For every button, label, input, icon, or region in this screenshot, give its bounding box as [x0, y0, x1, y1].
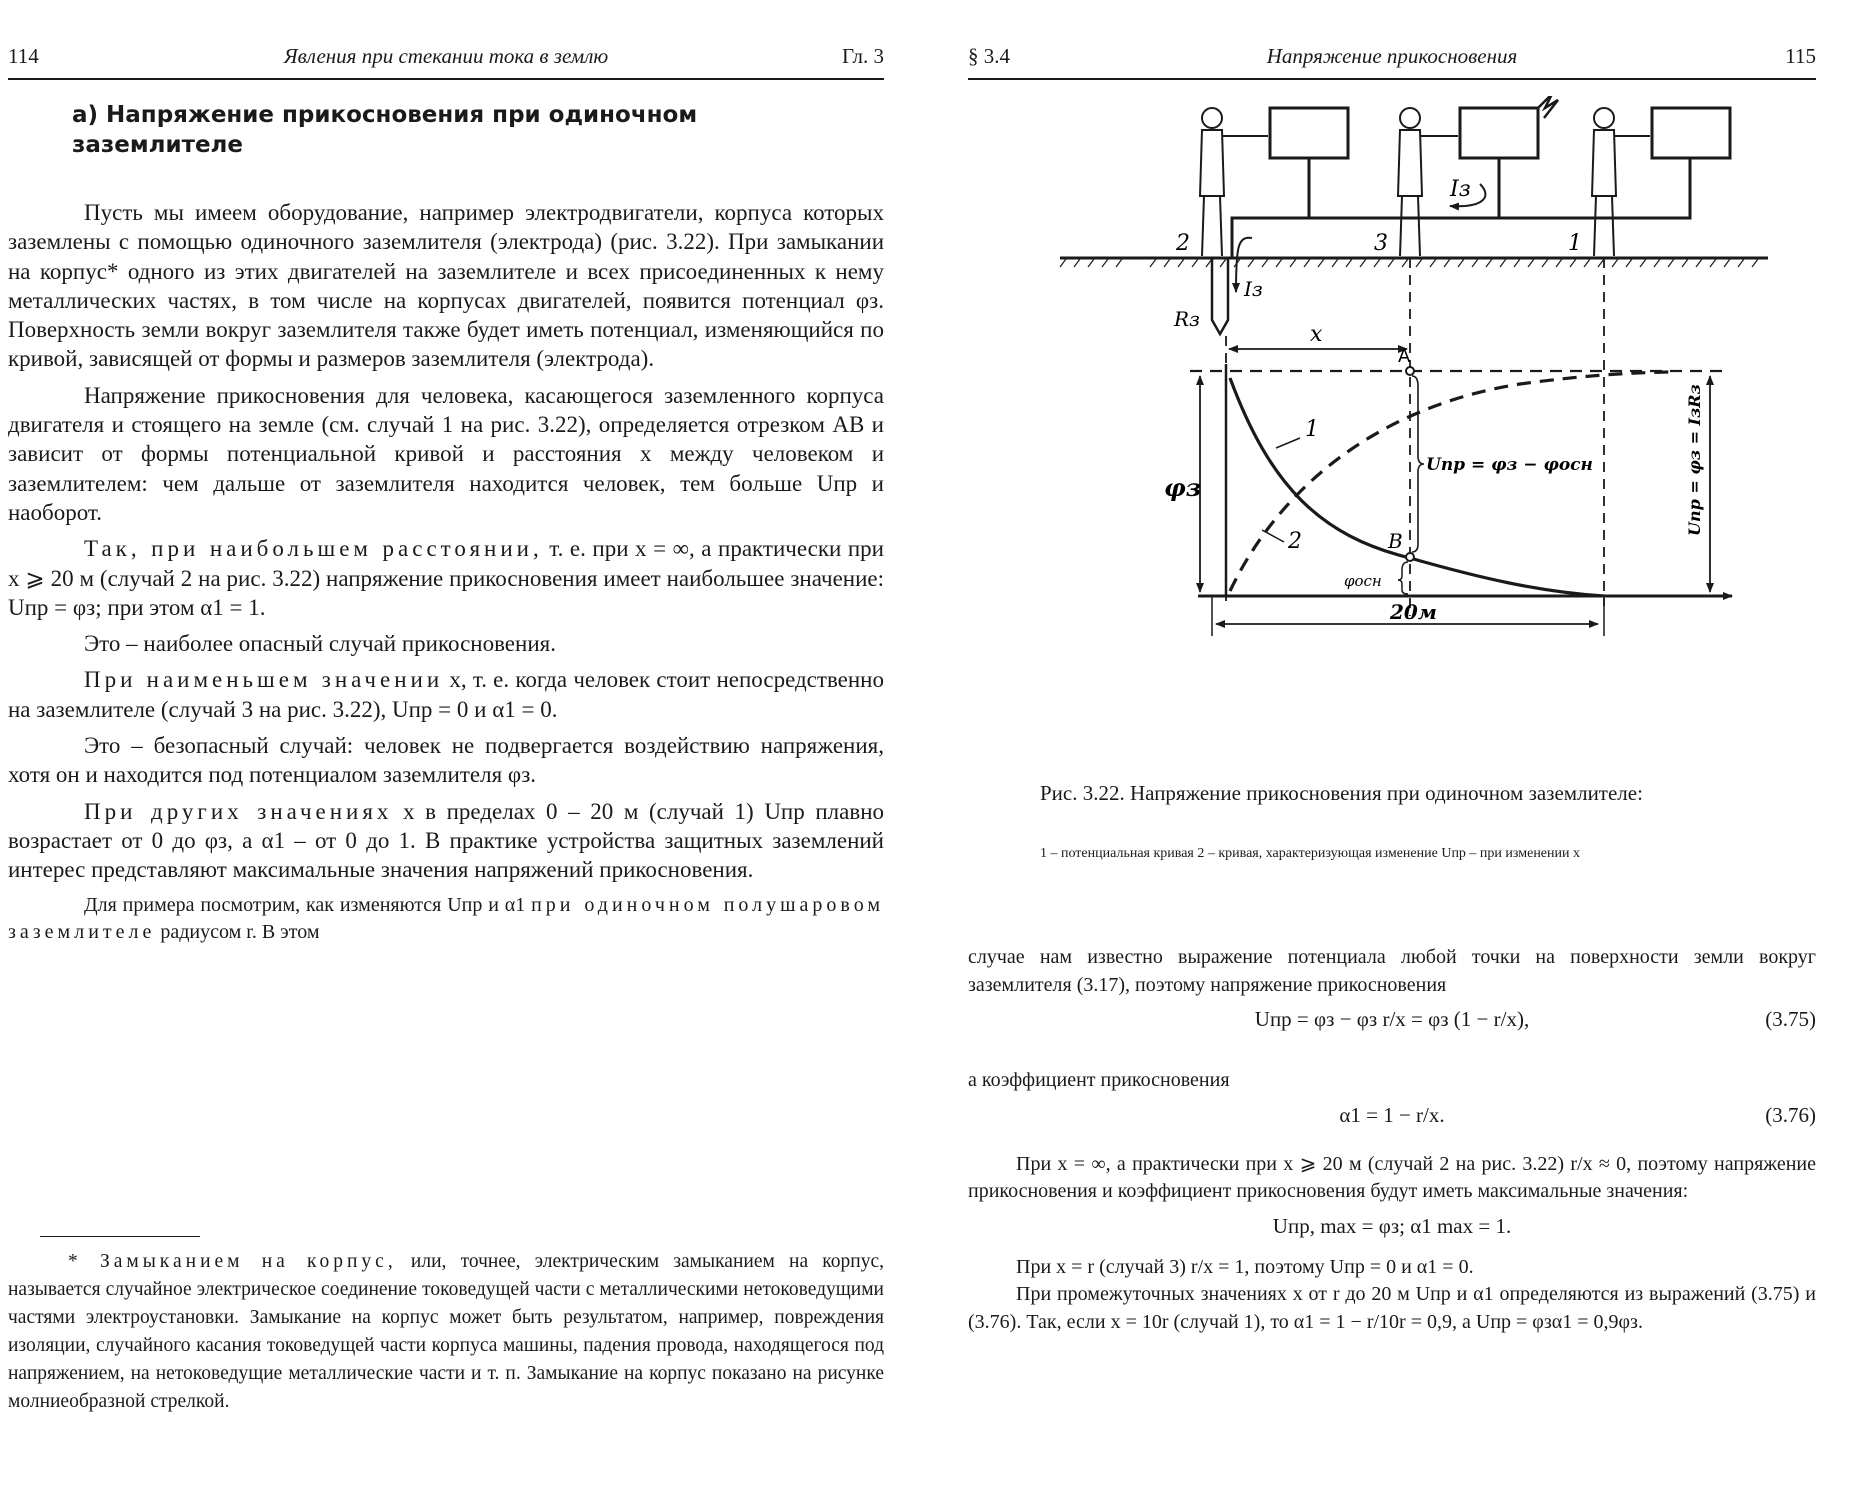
page-number-right: 115: [1785, 44, 1816, 68]
section-number: § 3.4: [968, 44, 1010, 68]
label-resistance: Rз: [1174, 307, 1200, 331]
equation-3-75: [968, 999, 1816, 1039]
brace-base-potential: [1398, 562, 1408, 594]
equation-max: [968, 1206, 1816, 1246]
section-title: а) Напряжение прикосновения при одиночном заземлителе: [72, 102, 698, 158]
label-current-top: Iз: [1450, 177, 1471, 202]
fault-lightning-icon: [1538, 96, 1558, 118]
label-point-a: A: [1398, 346, 1411, 367]
grounding-bus: [1232, 158, 1690, 258]
paragraph-part: радиусом r. В этом: [160, 920, 320, 943]
label-point-b: B: [1388, 529, 1403, 553]
footnote: [8, 1248, 884, 1416]
paragraph: случае нам известно выражение потенциала любой точки на поверхности земли вокруг заземлителя (3.17), поэтому напряжение прикосновения: [968, 946, 1816, 996]
paragraph: [8, 665, 884, 724]
point-a-marker: [1406, 367, 1414, 375]
paragraph: [8, 534, 884, 622]
leader-curve-2: [1262, 530, 1284, 542]
brace-touch-voltage: [1412, 376, 1424, 552]
paragraph: При x = r (случай 3) r/x = 1, поэтому Uпр = 0 и α1 = 0.: [1016, 1255, 1474, 1278]
leader-curve-1: [1276, 438, 1300, 448]
motor-enclosure-1: [1652, 108, 1730, 158]
footnote-rule: [40, 1236, 200, 1237]
right-page: [960, 0, 1853, 1500]
paragraph: Пусть мы имеем оборудование, например электродвигатели, корпуса которых заземлены с помощью одиночного заземлителя (электрода) (рис. 3.22). При замыкании на корпус* одного из этих двигателей на заземлителе и всех присоединенных к нему металлических частях, в том числе на корпусах двигателей, появится потенциал φз. Поверхность земли вокруг заземлителя также будет иметь потенциал, изменяющийся по кривой, зависящей от формы и размеров заземлителя (электрода).: [8, 200, 884, 372]
paragraph: Это – наиболее опасный случай прикосновения.: [84, 631, 556, 657]
person-figure-3: [1398, 108, 1458, 256]
label-current-ground: Iз: [1244, 277, 1263, 301]
person-figure-2: [1200, 108, 1268, 256]
label-person-2: 2: [1176, 231, 1190, 256]
spaced-phrase: Так, при наибольшем расстоянии,: [84, 536, 543, 562]
label-distance-20m: 20м: [1390, 600, 1437, 624]
equation-number: (3.75): [1765, 1007, 1816, 1031]
motor-enclosure-2: [1270, 108, 1348, 158]
figure-legend: 1 – потенциальная кривая 2 – кривая, характеризующая изменение Uпр – при изменении x: [1040, 846, 1580, 861]
running-header-left: [8, 38, 884, 80]
paragraph: а коэффициент прикосновения: [968, 1069, 1230, 1091]
motor-enclosure-3: [1460, 108, 1538, 158]
curve-potential-1: [1230, 378, 1604, 596]
touch-voltage-diagram: [980, 96, 1820, 776]
figure-3-22: [980, 96, 1820, 776]
left-body-text: [8, 198, 884, 953]
equation-body: α1 = 1 − r/x.: [1339, 1102, 1445, 1127]
point-b-marker: [1406, 553, 1414, 561]
spaced-phrase: * Замыканием на корпус,: [68, 1251, 397, 1272]
paragraph-rest: x в пределах 0 – 20 м (случай 1) Uпр плавно возрастает от 0 до φз, а α1 – от 0 до 1. В практике устройства защитных заземлений интерес представляют максимальные значения напряжений прикосновения.: [8, 798, 885, 883]
ground-hatching: [1060, 259, 1758, 267]
label-person-3: 3: [1374, 231, 1388, 256]
label-phi-z: φз: [1164, 473, 1202, 502]
label-distance-x: x: [1310, 322, 1323, 347]
spaced-phrase: При наименьшем значении: [84, 667, 444, 693]
paragraph-part: Для примера посмотрим, как изменяются Uпр и α1: [84, 893, 526, 916]
chapter-label: Гл. 3: [841, 44, 884, 68]
label-person-1: 1: [1568, 231, 1582, 256]
equation-body: Uпр = φз − φз r/x = φз (1 − r/x),: [1254, 1007, 1530, 1031]
running-title-right: Напряжение прикосновения: [1266, 44, 1518, 68]
label-u-max: Uпр = φз = IзRз: [1685, 384, 1704, 536]
spaced-phrase: При других значениях: [84, 798, 393, 824]
spaced-phrase: при одиночном полушаровом заземлителе: [8, 893, 885, 943]
label-touch-voltage: Uпр = φз − φосн: [1426, 455, 1593, 475]
footnote-text: или, точнее, электрическим замыканием на корпус, называется случайное электрическое соединение токоведущей части с металлическими нетоковедущими частями электроустановки. Замыкание на корпус может быть результатом, например, повреждения изоляции, случайного касания токоведущей части корпуса машины, падения провода, находящегося под напряжением, на нетоковедущие металлические части и т. п. Замыкание на корпус показано на рисунке молниеобразной стрелкой.: [8, 1251, 885, 1412]
left-page: [0, 0, 900, 1500]
label-curve-2: 2: [1288, 529, 1302, 554]
page-number-left: 114: [8, 44, 39, 68]
projection-lines: [1226, 258, 1604, 616]
figure-caption: Рис. 3.22. Напряжение прикосновения при одиночном заземлителе:: [1040, 781, 1643, 805]
paragraph: Это – безопасный случай: человек не подвергается воздействию напряжения, хотя он и находится под потенциалом заземлителя φз.: [8, 733, 884, 788]
equation-3-76: [968, 1095, 1816, 1135]
paragraph: [8, 797, 884, 885]
ground-electrode: [1212, 258, 1228, 334]
paragraph: [8, 892, 884, 946]
running-header-right: [968, 38, 1816, 80]
right-body-text: [968, 944, 1816, 1336]
paragraph: При x = ∞, а практически при x ⩾ 20 м (случай 2 на рис. 3.22) r/x ≈ 0, поэтому напряжение прикосновения и коэффициент прикосновения будут иметь максимальные значения:: [968, 1152, 1816, 1202]
person-figure-1: [1592, 108, 1650, 256]
paragraph: При промежуточных значениях x от r до 20 м Uпр и α1 определяются из выражений (3.75) и (3.76). Так, если x = 10r (случай 1), то α1 = 1 − r/10r = 0,9, а Uпр = φзα1 = 0,9φз.: [968, 1283, 1816, 1333]
paragraph-rest: x, т. е. когда человек стоит непосредственно на заземлителе (случай 3 на рис. 3.22), Uпр = 0 и α1 = 0.: [8, 667, 884, 722]
label-curve-1: 1: [1305, 417, 1319, 442]
running-title-left: Явления при стекании тока в землю: [283, 44, 609, 68]
equation-number: (3.76): [1765, 1102, 1816, 1127]
equation-body: Uпр, max = φз; α1 max = 1.: [1272, 1213, 1512, 1238]
label-base-potential: φосн: [1344, 572, 1382, 590]
paragraph-rest: т. е. при x = ∞, а практически при x ⩾ 20 м (случай 2 на рис. 3.22) напряжение прикосновения имеет наибольшее значение: Uпр = φз; при этом α1 = 1.: [8, 536, 884, 620]
paragraph: Напряжение прикосновения для человека, касающегося заземленного корпуса двигателя и стоящего на земле (см. случай 1 на рис. 3.22), определяется отрезком AB и зависит от формы потенциальной кривой и расстояния x между человеком и заземлителем: чем дальше от заземлителя находится человек, тем больше Uпр и наоборот.: [8, 382, 884, 525]
